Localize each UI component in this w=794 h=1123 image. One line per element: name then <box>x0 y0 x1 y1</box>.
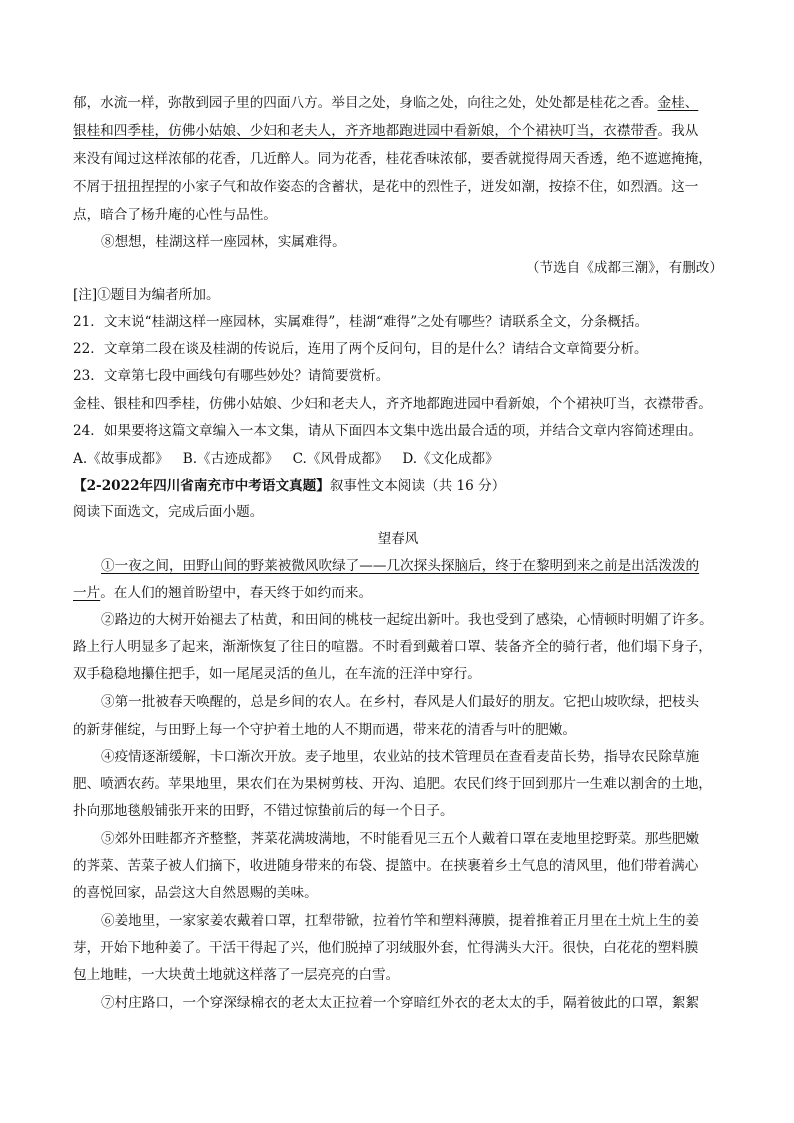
essay-p5-line-3: 的喜悦回家，品尝这大自然恩赐的美味。 <box>73 885 318 901</box>
para8: ⑧想想，桂湖这样一座园林，实属难得。 <box>101 234 346 250</box>
question-24-options <box>73 450 723 468</box>
section-header <box>73 477 723 495</box>
essay-p3-line-1: ③第一批被春天唤醒的，总是乡间的农人。在乡村，春风是人们最好的朋友。它把山坡吹绿，把枝头 <box>101 694 700 710</box>
essay-p4-line-1: ④疫情逐渐缓解，卡口渐次开放。麦子地里，农业站的技术管理员在查看麦苗长势，指导农民除草施 <box>101 749 700 765</box>
underlined-sentence: 银桂和四季桂，仿佛小姑娘、少妇和老夫人，齐齐地都跑进园中看新娘，个个裙袂叮当，衣襟带香 <box>73 123 658 139</box>
underlined-sentence: ①一夜之间，田野山间的野莱被微风吹绿了——几次探头探脑后，终于在黎明到来之前是出活泼泼的 <box>101 558 700 574</box>
essay-p3-line-2: 的新芽催绽，与田野上每一个守护着土地的人不期而遇，带来花的清香与叶的肥嫩。 <box>73 722 576 738</box>
question-21: 21．文末说“桂湖这样一座园林，实属难得”，桂湖“难得”之处有哪些？请联系全文，分条概括。 <box>73 314 649 330</box>
essay-p2-line-3: 双手稳稳地攥住把手，如一尾尾灵活的鱼儿，在车流的汪洋中穿行。 <box>73 666 481 682</box>
para7-line-1 <box>73 94 723 112</box>
section-tag: 【2-2022年四川省南充市中考语文真题】 <box>73 478 330 494</box>
question-23: 23．文章第七段中画线句有哪些妙处？请简要赏析。 <box>73 368 390 384</box>
essay-p6-line-3: 包上地畦，一大块黄土地就这样落了一层亮亮的白雪。 <box>73 967 400 983</box>
text-span: 。在人们的翘首盼望中，春天终于如约而来。 <box>100 585 373 601</box>
essay-title: 望春风 <box>377 531 419 547</box>
option-b: B.《古迹成都》 <box>182 451 279 467</box>
para7-line-4: 不屑于扭扭捏捏的小家子气和故作姿态的含蓄状，是花中的烈性子，迸发如潮，按捺不住，如烈酒。这一 <box>73 179 699 195</box>
question-24: 24．如果要将这篇文章编入一本文集，请从下面四本文集中选出最合适的项，并结合文章内容简述理由。 <box>73 423 703 439</box>
essay-p4-line-2: 肥、喷洒农药。苹果地里，果农们在为果树剪枝、开沟、追肥。农民们终于回到那片一生难以割舍的土地， <box>73 776 712 792</box>
text-span: 郁，水流一样，弥散到园子里的四面八方。举目之处，身临之处，向往之处，处处都是桂花之香。 <box>73 95 658 111</box>
essay-p7-line-1: ⑦村庄路口，一个穿深绿棉衣的老太太正拉着一个穿暗红外衣的老太太的手，隔着彼此的口罩，絮絮 <box>101 995 700 1011</box>
essay-p6-line-2: 芽，开始下地种姜了。干活干得起了兴，他们脱掉了羽绒服外套，忙得满头大汗。很快，白花花的塑料膜 <box>73 940 699 956</box>
para7-line-2 <box>73 122 723 140</box>
essay-p1-line-1 <box>101 557 723 575</box>
editor-note: [注]①题目为编者所加。 <box>73 287 220 303</box>
option-a: A.《故事成都》 <box>73 451 169 467</box>
underlined-sentence: 金桂、 <box>657 95 699 111</box>
question-23-quote: 金桂、银桂和四季桂，仿佛小姑娘、少妇和老夫人，齐齐地都跑进园中看新娘，个个裙袂叮当，衣襟带香。 <box>73 396 712 412</box>
essay-p4-line-3: 扑向那地毯般铺张开来的田野，不错过惊蛰前后的每一个日子。 <box>73 803 454 819</box>
essay-p2-line-2: 路上行人明显多了起来，渐渐恢复了往日的喧嚣。不时看到戴着口罩、装备齐全的骑行者，他们塌下身子， <box>73 639 712 655</box>
underlined-sentence: 一片 <box>73 585 101 601</box>
essay-p1-line-2 <box>73 584 723 602</box>
essay-p5-line-2: 的荠菜、苦菜子被人们摘下，收进随身带来的布袋、提篮中。在挟裹着乡土气息的清风里，他们带着满心 <box>73 858 699 874</box>
text-span: 。我从 <box>657 123 699 139</box>
source-citation: （节选自《成都三潮》，有删改） <box>525 260 723 276</box>
option-c: C.《风骨成都》 <box>292 451 389 467</box>
essay-p2-line-1: ②路边的大树开始褪去了枯黄，和田间的桃枝一起绽出新叶。我也受到了感染，心情顿时明媚了许多。 <box>101 612 713 628</box>
para7-line-3: 来没有闻过这样浓郁的花香，几近醉人。同为花香，桂花香味浓郁，要香就搅得周天香透，绝不遮遮掩掩， <box>73 151 712 167</box>
section-title: 叙事性文本阅读（共 16 分） <box>329 478 506 494</box>
essay-p6-line-1: ⑥姜地里，一家家姜农戴着口罩，扛犁带锨，拉着竹竿和塑料薄膜，提着推着正月里在土炕上生的姜 <box>101 913 700 929</box>
essay-p5-line-1: ⑤郊外田畦都齐齐整整，荠菜花满坡满地，不时能看见三五个人戴着口罩在麦地里挖野菜。那些肥嫩 <box>101 831 700 847</box>
option-d: D.《文化成都》 <box>402 451 499 467</box>
para7-line-5: 点，暗合了杨升庵的心性与品性。 <box>73 207 277 223</box>
section-instruction: 阅读下面选文，完成后面小题。 <box>73 504 264 520</box>
question-22: 22．文章第二段在谈及桂湖的传说后，连用了两个反问句，目的是什么？请结合文章简要分析。 <box>73 341 648 357</box>
